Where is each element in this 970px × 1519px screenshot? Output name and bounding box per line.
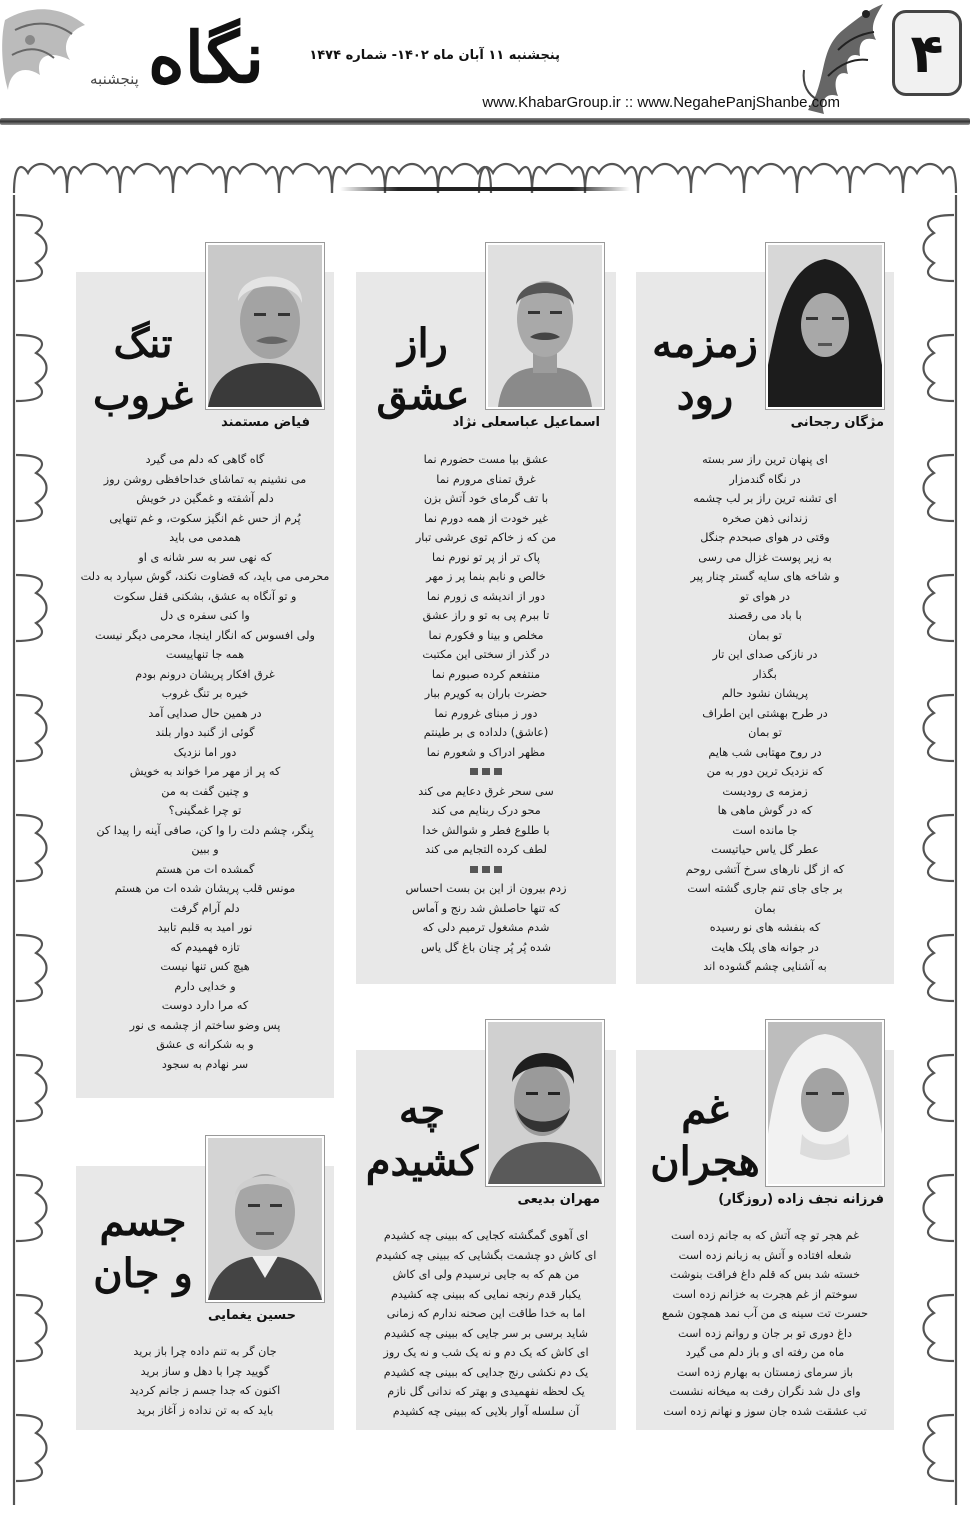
poem-line: ولی افسوس که انگار اینجا، محرمی دیگر نیست xyxy=(95,628,315,642)
poem-line: تو بمان xyxy=(748,628,782,642)
poem-line: که پر از مهر مرا خواند به خویش xyxy=(129,765,281,778)
poem-line: سی سحر غرق دعایم می کند xyxy=(418,784,554,798)
poem-line: وا کنی سفره ی دل xyxy=(160,609,250,622)
poem-line: ای آهوی گمگشته کجایی که ببینی چه کشیدم xyxy=(383,1229,589,1242)
poem-line: در همین حال صدایی آمد xyxy=(148,706,262,720)
poem-line: بِنگر، چشم دلت را وا کن، صافی آینه را پیدا کن xyxy=(96,823,314,837)
poem-line: دور اما نزدیک xyxy=(173,745,237,759)
poem-author-yaghmaei: حسین یغمایی xyxy=(208,1308,296,1323)
author-photo-rojhani xyxy=(766,243,884,409)
poem-line: همدمی می باید xyxy=(169,531,241,544)
poem-line: با باد می رقصند xyxy=(728,609,802,622)
poem-line: در نازکی صدای این تار xyxy=(712,648,818,661)
poem-line: که مرا دارد دوست xyxy=(161,999,249,1012)
poem-line: خالص و نابم بنما پر ز مهر xyxy=(426,570,546,583)
poem-line: که نزدیک ترین دور به من xyxy=(706,765,824,778)
poem-line: در هوای تو xyxy=(740,589,790,603)
poem-line: ای پنهان ترین راز سر بسته xyxy=(702,453,828,466)
poem-title-che-keshidam: چه کشیدم xyxy=(365,1086,479,1185)
poem-line: که در گوش ماهی ها xyxy=(717,804,813,817)
poem-line: خیره بر تنگ غروب xyxy=(161,687,249,700)
poem-line: خسته شد بس که قلم داغ فراقت بنوشت xyxy=(670,1268,860,1281)
portrait-man-gray-hair-icon xyxy=(208,245,322,407)
poem-line: پس وضو ساختم از چشمه ی نور xyxy=(129,1018,281,1032)
poem-line: جا مانده است xyxy=(732,823,798,837)
poem-line: جان گر به تنم داده چرا باز برید xyxy=(133,1345,277,1358)
poem-line: شعله افتاده و آتش به زبانم زده است xyxy=(678,1248,852,1262)
portrait-woman-white-scarf-icon xyxy=(768,1022,882,1184)
poem-line: عشق بیا مست حضورم نما xyxy=(423,453,549,466)
poem-title-jesm-o-jan: جسم و جان xyxy=(93,1198,193,1297)
poem-line: نور امید به قلبم تابید xyxy=(157,921,253,934)
stanza-separator-icon xyxy=(364,860,608,880)
author-photo-yaghmaei xyxy=(206,1136,324,1302)
poem-author-rojhani: مژگان رجحانی xyxy=(790,415,884,430)
poem-line: ای کاش دو چشمت بگشایی که ببینی چه کشیدم xyxy=(375,1248,597,1262)
poem-author-mostamand: فیاض مستمند xyxy=(221,415,310,430)
poem-line: من هم که به جایی نرسیدم ولی ای کاش xyxy=(392,1268,580,1281)
poem-line: ای کاش که یک دم و نه یک شب و نه یک روز xyxy=(383,1346,589,1359)
portrait-young-man-beard-icon xyxy=(488,1022,602,1184)
poem-line: که بنفشه های نو رسیده xyxy=(709,921,821,934)
masthead xyxy=(0,0,970,130)
portrait-man-mustache-icon xyxy=(488,245,602,407)
newspaper-logo xyxy=(90,8,330,108)
poem-line: حضرت باران به کویرم ببار xyxy=(424,687,548,700)
poem-line: غرق افکار پریشان درونم بودم xyxy=(135,667,275,681)
poem-line: غم هجر تو چه آتش که به جانم زده است xyxy=(671,1229,859,1242)
poem-line: در طرح بهشتی این اطراف xyxy=(702,706,828,720)
poem-line: پاک تر از پر تو نورم نما xyxy=(431,550,541,564)
author-photo-mostamand xyxy=(206,243,324,409)
poem-line: بر جای جای تنم جاری گشته است xyxy=(687,882,843,895)
portrait-woman-hijab-icon xyxy=(768,245,882,407)
poem-line: (عاشق) دلداده ی بر طینتم xyxy=(423,726,549,739)
poem-line: که از گل نارهای سرخ آتشی روحم xyxy=(685,862,845,876)
poem-title-gham-hejran: غم هجران xyxy=(650,1086,760,1185)
poem-line: به آشنایی چشم گشوده اند xyxy=(703,960,827,973)
poem-line: زدم بیرون از این بن بست احساس xyxy=(405,882,567,895)
poem-line: من که ز خاکم توی عرشی تبار xyxy=(415,531,557,544)
poem-line: پریشان نشود حالم xyxy=(721,687,809,700)
poem-line: منتفعم کرده صبورم نما xyxy=(431,667,541,681)
poem-line: گمشده ات من هستم xyxy=(155,862,255,876)
poem-title-zamzameh-rood: زمزمه رود xyxy=(652,320,758,419)
poem-line: و شاخه های سایه گستر چنار پیر xyxy=(690,570,840,583)
poem-line: مخلص و بینا و فکورم نما xyxy=(428,628,544,642)
poem-line: با تف گرمای خود آتش بزن xyxy=(423,492,549,505)
poem-text-gham-hejran xyxy=(640,1226,890,1421)
issue-date-line: پنجشنبه ۱۱ آبان ماه ۱۴۰۲- شماره ۱۴۷۴ xyxy=(309,48,560,63)
poem-line: تب عشقت شده جان سوز و نهانم زده است xyxy=(663,1404,867,1418)
poem-line: و چنین گفت به من xyxy=(161,784,249,798)
poem-line: محو درک ربنایم می کند xyxy=(431,804,541,817)
poem-line: داغ دوری تو بر جان و روانم زده است xyxy=(677,1326,853,1340)
poem-line: گویید چرا با دهل و ساز برید xyxy=(140,1364,270,1378)
poem-line: در جوانه های پلک هایت xyxy=(711,940,819,954)
poem-line: و به شکرانه ی عشق xyxy=(156,1038,254,1051)
poem-line: پُرم از حس غم انگیز سکوت، و غم تنهایی xyxy=(109,511,301,525)
poem-title-raz-eshgh: راز عشق xyxy=(376,320,470,419)
poem-line: یک لحظه نفهمیدی و بهتر که ندانی گل نازم xyxy=(387,1385,585,1398)
poem-line: تو بمان xyxy=(748,726,782,739)
poem-line: که نهی سر به سر شانه ی او xyxy=(138,550,272,564)
poem-line: که تنها حاصلش شد رنج و آماس xyxy=(411,901,561,915)
poem-line: تازه فهمیدم که xyxy=(170,940,240,954)
poem-line: یکبار قدم رنجه نمایی که ببینی چه کشیدم xyxy=(391,1287,581,1301)
poem-line: ای تشنه ترین راز بر لب چشمه xyxy=(693,492,837,505)
poem-line: گوئی از گنبد دوار بلند xyxy=(155,726,255,739)
portrait-older-man-icon xyxy=(208,1138,322,1300)
poem-line: تو چرا غمگینی؟ xyxy=(168,804,242,817)
poem-text-jesm-o-jan xyxy=(80,1342,330,1420)
poem-line: هیچ کس تنها نیست xyxy=(160,960,250,973)
author-photo-najafzadeh xyxy=(766,1020,884,1186)
poem-author-abbasalinejad: اسماعیل عباسعلی نژاد xyxy=(452,415,600,430)
poem-line: باز سرمای زمستان به بهارم زده است xyxy=(676,1365,854,1379)
poem-line: حسرت تت سینه ی من آب نمد همچون شمع xyxy=(661,1307,868,1320)
page-number: ۴ xyxy=(892,10,962,96)
logo-subtitle: پنجشنبه xyxy=(90,70,139,88)
poem-title-tang-ghoroob: تنگ غروب xyxy=(93,320,193,419)
masthead-ornament-icon xyxy=(0,0,90,118)
poem-author-badiei: مهران بدیعی xyxy=(517,1192,600,1207)
poem-line: دور از اندیشه ی زورم نما xyxy=(426,589,546,603)
poem-line: اکنون که جدا جسم ز جانم کردید xyxy=(129,1384,281,1397)
poem-line: زندانی ذهن صخره xyxy=(722,511,808,525)
poem-line: بگذار xyxy=(753,667,777,681)
poem-line: و خدایی دارم xyxy=(174,979,236,993)
poem-line: ماه من رفته ای و باز دلم می گیرد xyxy=(685,1346,845,1359)
poem-line: دلم آرام گرفت xyxy=(170,901,240,915)
poem-line: اما به خدا طاقت این صحنه ندارم که زمانی xyxy=(386,1307,586,1320)
poem-line: باید که به تن نداده ز آغاز برید xyxy=(136,1403,274,1417)
poem-line: وقتی در هوای صبحدم جنگل xyxy=(700,531,830,544)
section-divider xyxy=(340,187,630,191)
poem-text-raz-eshgh xyxy=(364,450,608,957)
poem-line: غرق تمنای مرورم نما xyxy=(436,472,536,486)
poem-line: می نشینم به تماشای خداحافظی روشن روز xyxy=(103,472,307,486)
author-photo-badiei xyxy=(486,1020,604,1186)
poem-line: لطف کرده التجایم می کند xyxy=(425,843,547,856)
poem-line: مظهر ادراک و شعورم نما xyxy=(426,745,546,759)
poem-text-tang-ghoroob xyxy=(80,450,330,1074)
poem-line: وای دل شد نگران رفت به میخانه نشست xyxy=(669,1385,861,1398)
poem-line: در نگاه گندمزار xyxy=(729,472,801,486)
poem-line: به زیر پوست غزال می رسی xyxy=(698,550,832,564)
poem-line: بمان xyxy=(754,901,776,915)
poem-line: عطر گل یاس حیاتیست xyxy=(711,843,819,856)
poem-line: در روح مهتابی شب هایم xyxy=(708,745,822,759)
poem-line: گاه گاهی که دلم می گیرد xyxy=(145,453,265,466)
poem-line: یک دم نکشی رنج جدایی که ببینی چه کشیدم xyxy=(383,1365,589,1379)
poem-line: سر نهادم به سجود xyxy=(161,1057,249,1071)
logo-title: نگاه xyxy=(148,16,265,99)
poem-line: و تو آنگاه به عشق، بشکنی قفل سکوت xyxy=(113,589,297,603)
poem-line: دور ز مبنای غرورم نما xyxy=(434,706,538,720)
stanza-separator-icon xyxy=(364,762,608,782)
poem-line: شاید برسی بر سر جایی که ببینی چه کشیدم xyxy=(383,1326,589,1340)
poem-line: سوختم از غم هجرت به خزانم زده است xyxy=(672,1287,858,1301)
poem-line: آن سلسله آوار بلایی که ببینی چه کشیدم xyxy=(392,1404,580,1418)
poem-line: شده پُر پُر چنان باغ گل یاس xyxy=(420,940,552,954)
poem-line: دلم آشفته و غمگین در خویش xyxy=(136,492,274,505)
poem-line: با طلوع فطر و شوالش خدا xyxy=(422,823,550,837)
poem-line: تا ببرم پی به تو و راز عشق xyxy=(422,609,550,622)
header-divider xyxy=(0,118,970,125)
poem-line: همه جا تنهاییست xyxy=(165,648,245,661)
poem-line: مونس قلب پریشان شده ات من هستم xyxy=(114,882,296,895)
poem-line: زمزمه ی رودیست xyxy=(722,784,808,798)
poem-line: و ببین xyxy=(191,843,219,856)
poem-line: در گذر از سختی این مکتبت xyxy=(422,648,550,661)
website-urls[interactable]: www.KhabarGroup.ir :: www.NegahePanjShanbe.com xyxy=(482,94,840,111)
poem-author-najafzadeh: فرزانه نجف زاده (روزگار) xyxy=(718,1192,884,1207)
author-photo-abbasalinejad xyxy=(486,243,604,409)
poem-text-che-keshidam xyxy=(360,1226,612,1421)
poem-line: محرمی می باید، که قضاوت نکند، گوش سپارد به دلت xyxy=(80,570,330,583)
poem-line: شدم مشغول ترمیم دلی که xyxy=(422,921,550,934)
poem-text-zamzameh-rood xyxy=(644,450,886,977)
poem-line: غیر خودت از همه دورم نما xyxy=(424,511,548,525)
